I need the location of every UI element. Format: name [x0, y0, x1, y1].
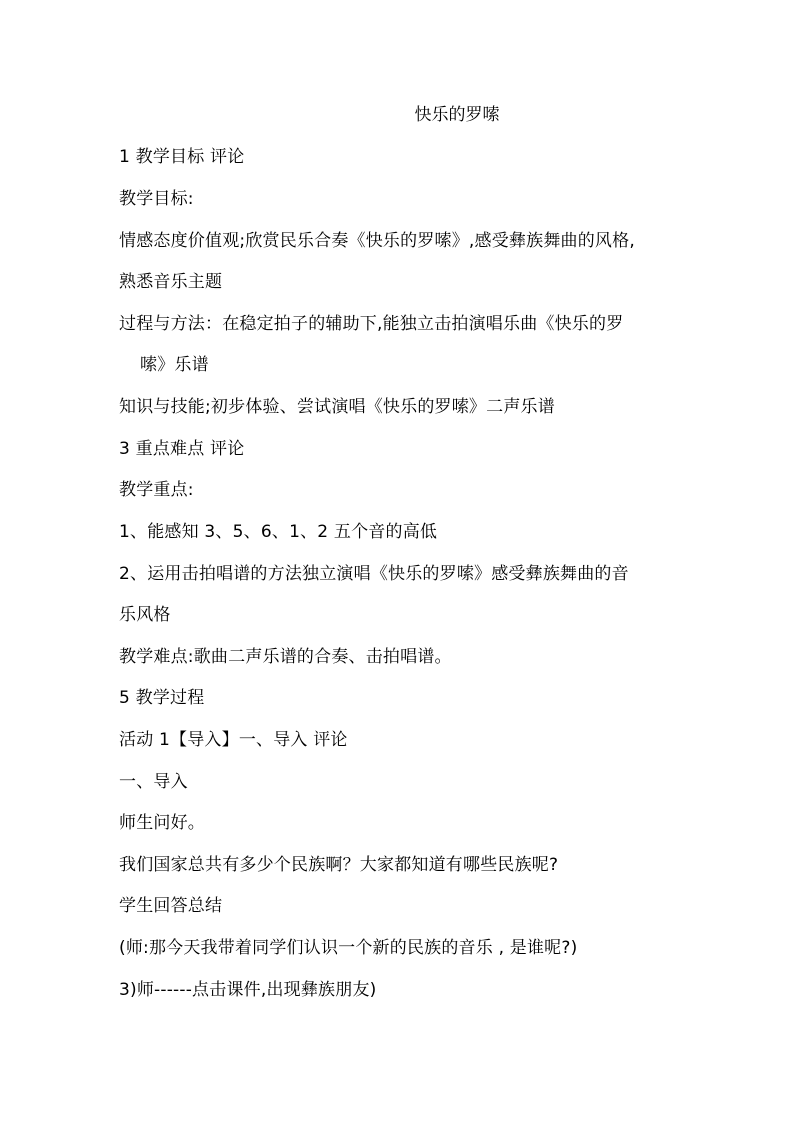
section-heading-objectives: 1 教学目标 评论: [119, 147, 245, 167]
paragraph-line: 教学难点:歌曲二声乐谱的合奏、击拍唱谱。: [119, 647, 452, 667]
paragraph-line: 乐风格: [119, 605, 171, 625]
document-title: 快乐的罗嗦: [414, 105, 500, 125]
paragraph-line: 我们国家总共有多少个民族啊？大家都知道有哪些民族呢?: [119, 855, 559, 875]
paragraph-line: 嗦》乐谱: [140, 355, 209, 375]
paragraph-line: 教学重点:: [119, 480, 194, 500]
paragraph-line: 学生回答总结: [119, 896, 223, 916]
paragraph-line: 情感态度价值观;欣赏民乐合奏《快乐的罗嗦》,感受彝族舞曲的风格,: [119, 231, 635, 251]
section-heading-process: 5 教学过程: [119, 688, 205, 708]
paragraph-line: 3)师------点击课件,出现彝族朋友): [119, 980, 377, 1000]
paragraph-line: (师:那今天我带着同学们认识一个新的民族的音乐 , 是谁呢?): [119, 938, 578, 958]
activity-heading: 活动 1【导入】一、导入 评论: [119, 730, 348, 750]
paragraph-line: 教学目标:: [119, 189, 194, 209]
paragraph-line: 2、运用击拍唱谱的方法独立演唱《快乐的罗嗦》感受彝族舞曲的音: [119, 564, 629, 584]
paragraph-line: 熟悉音乐主题: [119, 272, 223, 292]
paragraph-line: 知识与技能;初步体验、尝试演唱《快乐的罗嗦》二声乐谱: [119, 397, 555, 417]
paragraph-line: 一、导入: [119, 772, 188, 792]
paragraph-line: 师生问好。: [119, 813, 205, 833]
paragraph-line: 过程与方法：在稳定拍子的辅助下,能独立击拍演唱乐曲《快乐的罗: [119, 314, 624, 334]
paragraph-line: 1、能感知 3、5、6、1、2 五个音的高低: [119, 522, 438, 542]
section-heading-key-points: 3 重点难点 评论: [119, 439, 245, 459]
